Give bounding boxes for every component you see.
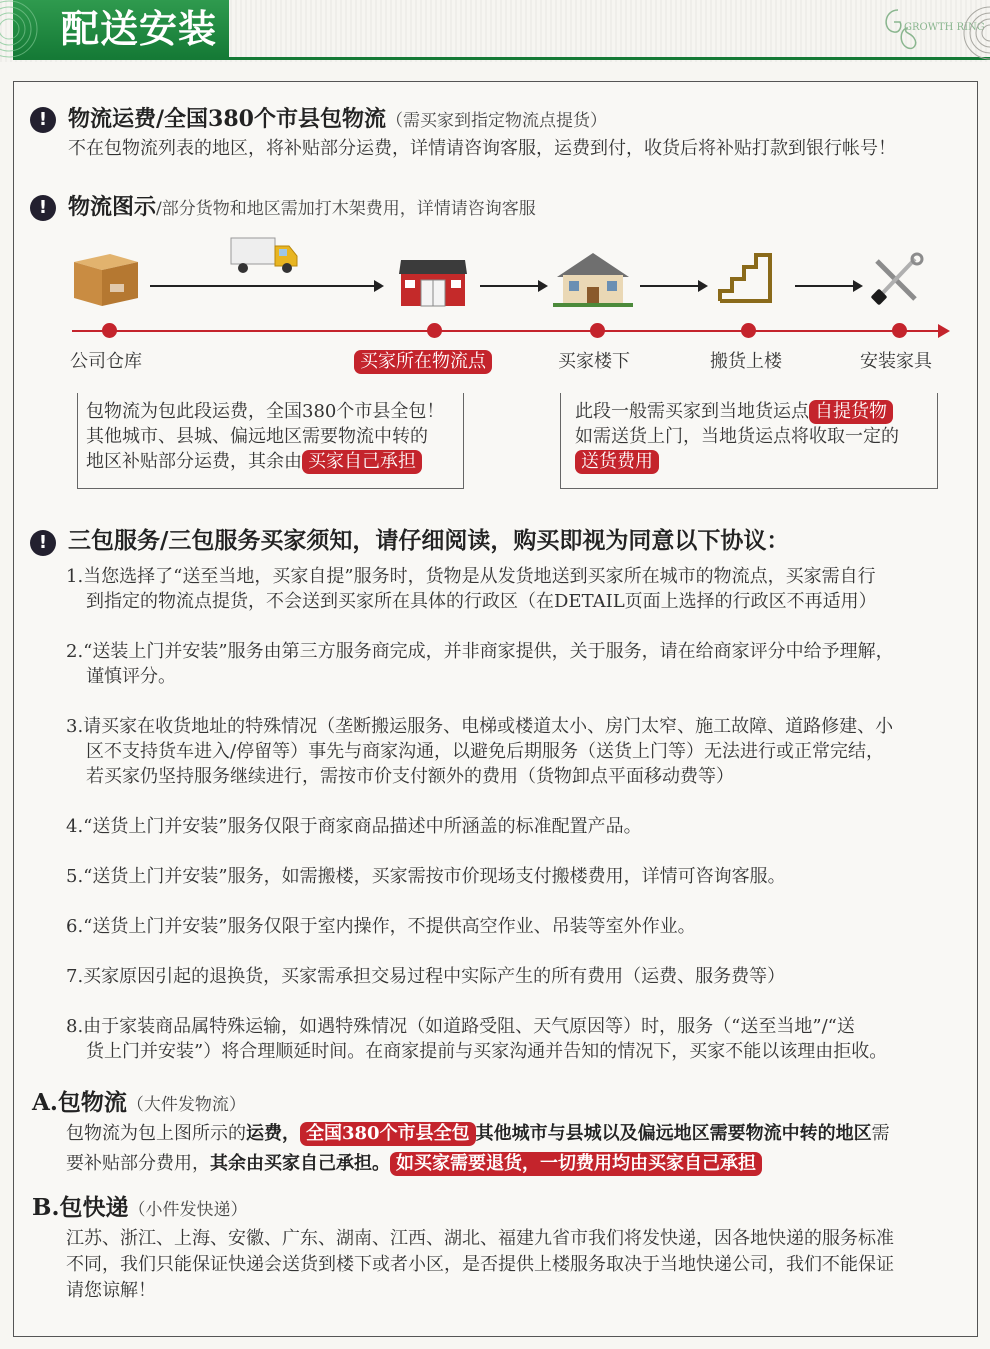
timeline-dot <box>590 323 605 338</box>
timeline-dot <box>427 323 442 338</box>
flow-arrow <box>795 285 861 287</box>
note-right-pill: 自提货物 <box>809 400 893 424</box>
warranty-item-5 <box>66 864 981 889</box>
tree-ring-icon <box>13 0 43 58</box>
warranty-item-line: 7.买家原因引起的退换货，买家需承担交易过程中实际产生的所有费用（运费、服务费等） <box>66 966 786 987</box>
section-a-line2 <box>66 1150 762 1178</box>
warranty-item-7 <box>66 964 981 989</box>
note-right-line1 <box>575 399 893 424</box>
note-left-line3 <box>86 449 422 474</box>
page-header <box>0 0 990 62</box>
warranty-item-line: 货上门并安装”）将合理顺延时间。在商家提前与买家沟通并告知的情况下，买家不能以该理由拒收。 <box>86 1041 888 1062</box>
warranty-item-8 <box>66 1014 981 1064</box>
warranty-item-3 <box>66 714 981 789</box>
warning-icon: ! <box>30 107 56 133</box>
note-left-line3-text: 地区补贴部分运费，其余由 <box>86 451 302 472</box>
section-a-bold: 运费， <box>246 1123 300 1144</box>
stage-logistics-point-pill: 买家所在物流点 <box>354 350 492 374</box>
section-a-bold: 其余由买家自己承担。 <box>210 1153 390 1174</box>
section-a-pill: 如买家需要退货，一切费用均由买家自己承担 <box>390 1152 762 1176</box>
timeline-dot <box>741 323 756 338</box>
note-right-line2: 如需送货上门，当地货运点将收取一定的 <box>575 426 899 447</box>
timeline-dot <box>102 323 117 338</box>
logistics-title <box>68 104 607 136</box>
warranty-item-line: 3.请买家在收货地址的特殊情况（垄断搬运服务、电梯或楼道太小、房门太窄、施工故障、道路修建、小 <box>66 716 894 737</box>
logistics-line: 不在包物流列表的地区，将补贴部分运费，详情请咨询客服，运费到付，收货后将补贴打款到银行帐号！ <box>68 138 896 159</box>
stage-install: 安装家具 <box>860 351 932 372</box>
warranty-item-line: 2.“送装上门并安装”服务由第三方服务商完成，并非商家提供，关于服务，请在给商家评分中给予理解， <box>66 641 894 662</box>
logistics-title-text: 物流运费/全国380个市县包物流 <box>68 106 386 132</box>
section-b-title-note: （小件发快递） <box>128 1200 248 1220</box>
header-divider <box>13 57 990 60</box>
timeline <box>72 330 942 332</box>
section-a-bold: 其他城市与县城以及偏远地区需要物流中转的地区 <box>475 1123 872 1144</box>
section-b-line2: 不同，我们只能保证快递会送货到楼下或者小区，是否提供上楼服务取决于当地快递公司，我们不能保证 <box>66 1254 894 1275</box>
section-b-line1: 江苏、浙江、上海、安徽、广东、湖南、江西、湖北、福建九省市我们将发快递，因各地快递的服务标准 <box>66 1228 894 1249</box>
wood-ring-icon <box>956 8 990 58</box>
flow-arrow <box>640 285 706 287</box>
note-right-pill2: 送货费用 <box>575 450 659 474</box>
section-a-text: 需 <box>871 1123 890 1144</box>
diagram-title <box>68 192 536 224</box>
section-a-title-text: A.包物流 <box>32 1089 127 1116</box>
section-a-title <box>32 1088 246 1120</box>
section-b-line3: 请您谅解！ <box>66 1280 156 1301</box>
note-right-line1-text: 此段一般需买家到当地货运点 <box>575 401 809 422</box>
note-left-line2: 其他城市、县城、偏远地区需要物流中转的 <box>86 426 428 447</box>
warranty-item-line: 6.“送货上门并安装”服务仅限于室内操作，不提供高空作业、吊装等室外作业。 <box>66 916 696 937</box>
warehouse-icon <box>397 256 469 308</box>
section-a-text: 要补贴部分费用， <box>66 1153 210 1174</box>
note-left-pill: 买家自己承担 <box>302 450 422 474</box>
warranty-item-line: 8.由于家装商品属特殊运输，如遇特殊情况（如道路受阻、天气原因等）时，服务（“送至当地”/“送 <box>66 1016 855 1037</box>
warranty-item-line: 到指定的物流点提货，不会送到买家所在具体的行政区（在DETAIL页面上选择的行政区不再适用） <box>86 591 877 612</box>
section-a-text: 包物流为包上图所示的 <box>66 1123 246 1144</box>
warning-icon: ! <box>30 195 56 221</box>
warranty-item-line: 1.当您选择了“送至当地，买家自提”服务时，货物是从发货地送到买家所在城市的物流点，买家需自行 <box>66 566 876 587</box>
diagram-title-note: /部分货物和地区需加打木架费用，详情请咨询客服 <box>156 199 536 219</box>
flow-arrow <box>480 285 546 287</box>
warranty-item-line: 谨慎评分。 <box>86 666 176 687</box>
section-a-title-note: （大件发物流） <box>126 1095 246 1115</box>
section-b-title <box>32 1193 247 1225</box>
page-title: 配送安装 <box>61 6 218 51</box>
warranty-item-line: 4.“送货上门并安装”服务仅限于商家商品描述中所涵盖的标准配置产品。 <box>66 816 642 837</box>
warranty-item-4 <box>66 814 981 839</box>
flow-arrow <box>150 285 382 287</box>
warranty-item-line: 5.“送货上门并安装”服务，如需搬楼，买家需按市价现场支付搬楼费用，详情可咨询客服。 <box>66 866 786 887</box>
stage-downstairs: 买家楼下 <box>558 351 630 372</box>
section-a-line1 <box>66 1120 890 1148</box>
warranty-item-2 <box>66 639 981 689</box>
timeline-dot <box>892 323 907 338</box>
note-right-line3 <box>575 449 659 474</box>
warning-icon: ! <box>30 530 56 556</box>
warranty-item-1 <box>66 564 981 614</box>
warranty-item-line: 区不支持货车进入/停留等）事先与商家沟通，以避免后期服务（送货上门等）无法进行或正常完结， <box>86 741 885 762</box>
stage-warehouse: 公司仓库 <box>70 351 142 372</box>
header-tab <box>13 0 229 58</box>
stage-carry-upstairs: 搬货上楼 <box>710 351 782 372</box>
warranty-item-6 <box>66 914 981 939</box>
tools-icon <box>869 253 925 307</box>
box-icon <box>70 248 142 310</box>
brand-logo <box>878 4 985 54</box>
logistics-title-note: （需买家到指定物流点提货） <box>385 111 607 131</box>
content-box <box>13 81 978 1337</box>
timeline-arrow-icon <box>938 324 950 338</box>
warranty-item-line: 若买家仍坚持服务继续进行，需按市价支付额外的费用（货物卸点平面移动费等） <box>86 766 734 787</box>
diagram-title-text: 物流图示 <box>68 194 157 220</box>
section-b-title-text: B.包快递 <box>32 1194 129 1221</box>
stairs-icon <box>718 253 774 303</box>
warranty-title: 三包服务/三包服务买家须知，请仔细阅读，购买即视为同意以下协议： <box>68 527 790 554</box>
truck-icon <box>229 236 299 276</box>
logo-text: GROWTH RING <box>904 22 985 33</box>
stage-logistics-point <box>354 349 492 375</box>
house-icon <box>553 249 633 307</box>
section-a-pill: 全国380个市县全包 <box>300 1122 476 1146</box>
note-left-line1: 包物流为包此段运费，全国380个市县全包！ <box>86 401 445 422</box>
